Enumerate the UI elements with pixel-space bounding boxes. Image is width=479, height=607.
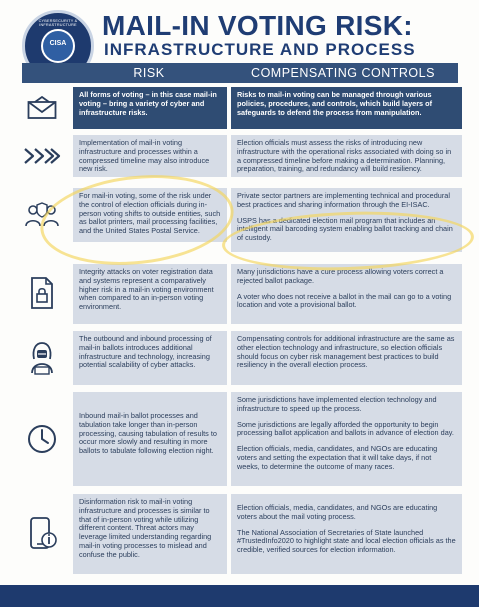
risk-column-header: RISK bbox=[133, 66, 165, 80]
risk-text: Inbound mail-in ballot processes and tabulation take longer than in-person processing, causing tabulation of results to occur more slowly and resulting in more ballots to tabulate following election night. bbox=[79, 411, 217, 456]
compensating-cell bbox=[231, 331, 462, 385]
risk-cell bbox=[73, 494, 227, 574]
compensating-cell bbox=[231, 392, 462, 486]
risk-cell bbox=[73, 87, 227, 129]
seal-arc-top-text: CYBERSECURITY & INFRASTRUCTURE bbox=[38, 19, 78, 27]
compensating-text: Some jurisdictions have implemented election technology and infrastructure to speed up the process. bbox=[237, 395, 437, 413]
hacker-icon bbox=[20, 331, 64, 385]
risk-cell bbox=[73, 264, 227, 324]
page-title: MAIL-IN VOTING RISK: bbox=[102, 10, 413, 41]
seal-center-text: CISA bbox=[49, 40, 67, 47]
compensating-text: The National Association of Secretaries of State launched #TrustedInfo2020 to highlight state and local election officials as the credible, verified sources for election information. bbox=[237, 527, 456, 555]
fast-forward-arrows-icon bbox=[20, 135, 64, 177]
compensating-text: Some jurisdictions are legally afforded the opportunity to begin processing ballot application and ballots in advance of election day. bbox=[237, 419, 454, 438]
clock-icon bbox=[20, 392, 64, 486]
compensating-cell bbox=[231, 135, 462, 177]
compensating-cell bbox=[231, 87, 462, 129]
document-lock-icon bbox=[20, 264, 64, 324]
risk-text: Implementation of mail-in voting infrastructure and processes within a compressed timeline may also introduce new risk. bbox=[79, 138, 210, 174]
compensating-cell bbox=[231, 264, 462, 324]
risk-cell bbox=[73, 331, 227, 385]
compensating-text: Compensating controls for additional infrastructure are the same as other election technology and infrastructure, so election officials should focus on cyber risk management best practices to build resiliency in the overall election process. bbox=[237, 334, 455, 370]
risk-text: Integrity attacks on voter registration data and systems represent a comparatively higher risk in a mail-in voting environment when compared to an in-person voting environment. bbox=[79, 267, 214, 312]
risk-text: All forms of voting – in this case mail-in voting – bring a variety of cyber and infrastructure risks. bbox=[79, 90, 217, 117]
compensating-text: Many jurisdictions have a cure process allowing voters correct a rejected ballot package. bbox=[237, 267, 444, 285]
compensating-cell bbox=[231, 494, 462, 574]
compensating-controls-column-header: COMPENSATING CONTROLS bbox=[251, 66, 435, 80]
risk-text: For mail-in voting, some of the risk under the control of election officials during in-person voting shifts to outside entities, such as ballot printers, mail processing facilities, and the United States Postal Service. bbox=[79, 191, 221, 236]
compensating-text: Private sector partners are implementing technical and procedural best practices and sharing information through the EI-ISAC. bbox=[237, 191, 450, 209]
risk-cell bbox=[73, 188, 227, 242]
compensating-text: Risks to mail-in voting can be managed through various policies, procedures, and controls, which build layers of safeguards to defend the process from manipulation. bbox=[237, 90, 433, 117]
compensating-text: Election officials must assess the risks of introducing new infrastructure with the operational risks associated with doing so in a compressed timeline before making a determination. Planning, preparation, training, and redundancy will build resiliency. bbox=[237, 138, 452, 174]
risk-cell bbox=[73, 392, 227, 486]
risk-cell bbox=[73, 135, 227, 177]
compensating-text: USPS has a dedicated election mail program that includes an intelligent mail barcoding system enabling ballot tracking and chain of custody. bbox=[237, 215, 453, 243]
envelope-icon bbox=[20, 87, 64, 129]
page-subtitle: INFRASTRUCTURE AND PROCESS bbox=[104, 40, 416, 59]
compensating-cell bbox=[231, 188, 462, 252]
footer-bar bbox=[0, 585, 479, 607]
compensating-text: Election officials, media, candidates, and NGOs are educating voters about the mail voting process. bbox=[237, 503, 438, 521]
people-shield-icon bbox=[20, 188, 64, 242]
risk-text: Disinformation risk to mail-in voting infrastructure and processes is similar to that of in-person voting while utilizing different content. Threat actors may leverage limited understanding regarding mail-in voting processes to mislead and confuse the public. bbox=[79, 497, 212, 559]
compensating-text: Election officials, media, candidates, and NGOs are educating voters and setting the expectation that it will take days, if not weeks, to determine the outcome of many races. bbox=[237, 444, 438, 471]
compensating-text: A voter who does not receive a ballot in the mail can go to a voting location and vote a provisional ballot. bbox=[237, 291, 452, 310]
phone-info-icon bbox=[20, 494, 64, 574]
risk-text: The outbound and inbound processing of mail-in ballots introduces additional infrastructure and technology, increasing potential scalability of cyber attacks. bbox=[79, 334, 212, 370]
